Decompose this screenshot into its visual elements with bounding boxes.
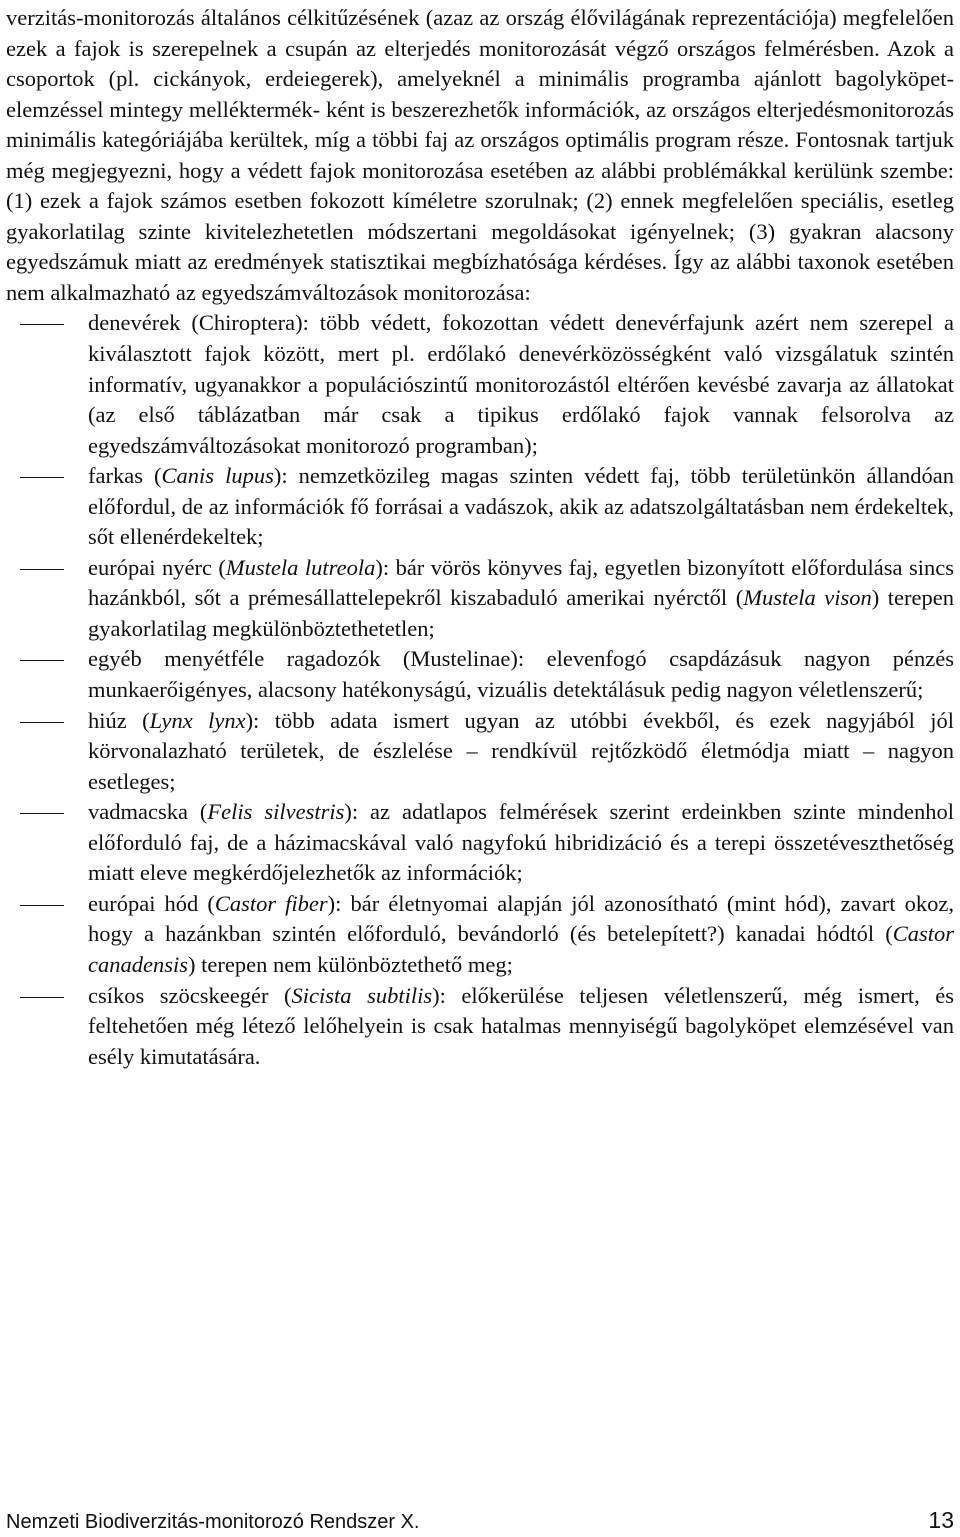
list-item-mustelinae	[6, 644, 954, 705]
list-item-text: ): az adatlapos felmérések szerint erdeinkben szinte mindenhol előforduló faj, de a házimacskával való nagyfokú hibridizáció és a terepi összetéveszthetőség miatt eleve megkérdőjelezhetők az információk;	[88, 799, 955, 886]
list-item-chiroptera	[6, 308, 954, 461]
footer-title: Nemzeti Biodiverzitás-monitorozó Rendszer X.	[6, 1511, 420, 1533]
scientific-name: Sicista subtilis	[291, 982, 433, 1008]
dash-bullet	[20, 644, 64, 674]
list-item-felis-silvestris	[6, 797, 954, 889]
dash-bullet	[20, 308, 64, 338]
list-item-text: európai hód (	[88, 890, 215, 916]
list-item-text: ): bár életnyomai alapján jól azonosítható (mint hód), zavart okoz, hogy a hazánkban szintén előforduló, bevándorló (és betelepített?) kanadai hódtól (	[88, 890, 954, 947]
page-footer	[6, 1508, 954, 1536]
dash-bullet	[20, 797, 64, 827]
dash-bullet	[20, 461, 64, 491]
list-item-text: ) terepen gyakorlatilag megkülönböztethetetlen;	[88, 585, 954, 641]
scientific-name: Castor fiber	[214, 890, 328, 916]
scientific-name: Felis silvestris	[207, 799, 345, 825]
list-item-text: ): előkerülése teljesen véletlenszerű, még ismert, és feltehetően még létező lelőhelyein is csak hatalmas mennyiségű bagolyköpet elemzésével van esély kimutatására.	[88, 982, 955, 1069]
list-item-canis-lupus	[6, 461, 954, 553]
dash-bullet	[20, 981, 64, 1011]
scientific-name: Lynx lynx	[149, 707, 246, 733]
list-item-text: ): bár vörös könyves faj, egyetlen bizonyított előfordulása sincs hazánkból, sőt a prémesállattelepekről kiszabaduló amerikai nyérctől (	[88, 554, 954, 611]
list-item-sicista-subtilis	[6, 981, 954, 1073]
list-item-text: európai nyérc (	[88, 554, 226, 580]
list-item-text: ): több adata ismert ugyan az utóbbi évekből, és ezek nagyjából jól körvonalazható területek, de észlelése – rendkívül rejtőzködő életmódja miatt – nagyon esetleges;	[88, 707, 955, 794]
page-number: 13	[928, 1507, 954, 1533]
list-item-text: ): nemzetközileg magas szinten védett faj, több területünkön állandóan előfordul, de az információk fő forrásai a vadászok, akik az adatszolgáltatásban nem érdekeltek, sőt ellenérdekeltek;	[88, 463, 954, 550]
dash-bullet	[20, 553, 64, 583]
scientific-name: Mustela vison	[743, 585, 872, 611]
intro-paragraph: verzitás-monitorozás általános célkitűzésének (azaz az ország élővilágának reprezentációja) megfelelően ezek a fajok is szerepelnek a csupán az elterjedés monitorozását végző országos felmérésben. Azok a csoportok (pl. cickányok, erdeiegerek), amelyeknél a minimális programba ajánlott bagolyköpet-elemzéssel mintegy melléktermék- ként is beszerezhetők információk, az országos elterjedésmonitorozás minimális kategóriájába kerültek, míg a többi faj az országos optimális program része. Fontosnak tartjuk még megjegyezni, hogy a védett fajok monitorozása esetében az alábbi problémákkal kerülünk szembe: (1) ezek a fajok számos esetben fokozott kíméletre szorulnak; (2) ennek megfelelően speciális, esetleg gyakorlatilag szinte kivitelezhetetlen módszertani megoldásokat igényelnek; (3) gyakran alacsony egyedszámuk miatt az eredmények statisztikai megbízhatósága kérdéses. Így az alábbi taxonok esetében nem alkalmazható az egyedszámváltozások monitorozása:	[6, 5, 954, 305]
scientific-name: Mustela lutreola	[225, 554, 376, 580]
scientific-name: Canis lupus	[161, 463, 274, 489]
dash-bullet	[20, 706, 64, 736]
list-item-text: farkas (	[88, 463, 162, 489]
body-text	[6, 3, 954, 1072]
list-item-castor-fiber	[6, 889, 954, 981]
list-item-text: denevérek (Chiroptera): több védett, fokozottan védett denevérfajunk azért nem szerepel a kiválasztott fajok között, mert pl. erdőlakó denevérközösségként való vizsgálatuk szintén informatív, ugyanakkor a populációszintű monitorozástól eltérően kevésbé zavarja az állatokat (az első táblázatban már csak a tipikus erdőlakó fajok vannak felsorolva az egyedszámváltozásokat monitorozó programban);	[88, 310, 954, 458]
list-item-text: csíkos szöcskeegér (	[88, 982, 292, 1008]
list-item-text: hiúz (	[88, 707, 150, 733]
list-item-text: vadmacska (	[88, 799, 208, 825]
scientific-name: Castor canadensis	[88, 921, 954, 977]
list-item-mustela-lutreola	[6, 553, 954, 645]
list-item-lynx-lynx	[6, 706, 954, 798]
list-item-text: ) terepen nem különböztethető meg;	[188, 951, 513, 977]
list-item-text: egyéb menyétféle ragadozók (Mustelinae): elevenfogó csapdázásuk nagyon pénzés munkaerőigényes, alacsony hatékonyságú, vizuális detektálásuk pedig nagyon véletlenszerű;	[88, 646, 954, 703]
excluded-taxa-list	[6, 308, 954, 1072]
dash-bullet	[20, 889, 64, 919]
